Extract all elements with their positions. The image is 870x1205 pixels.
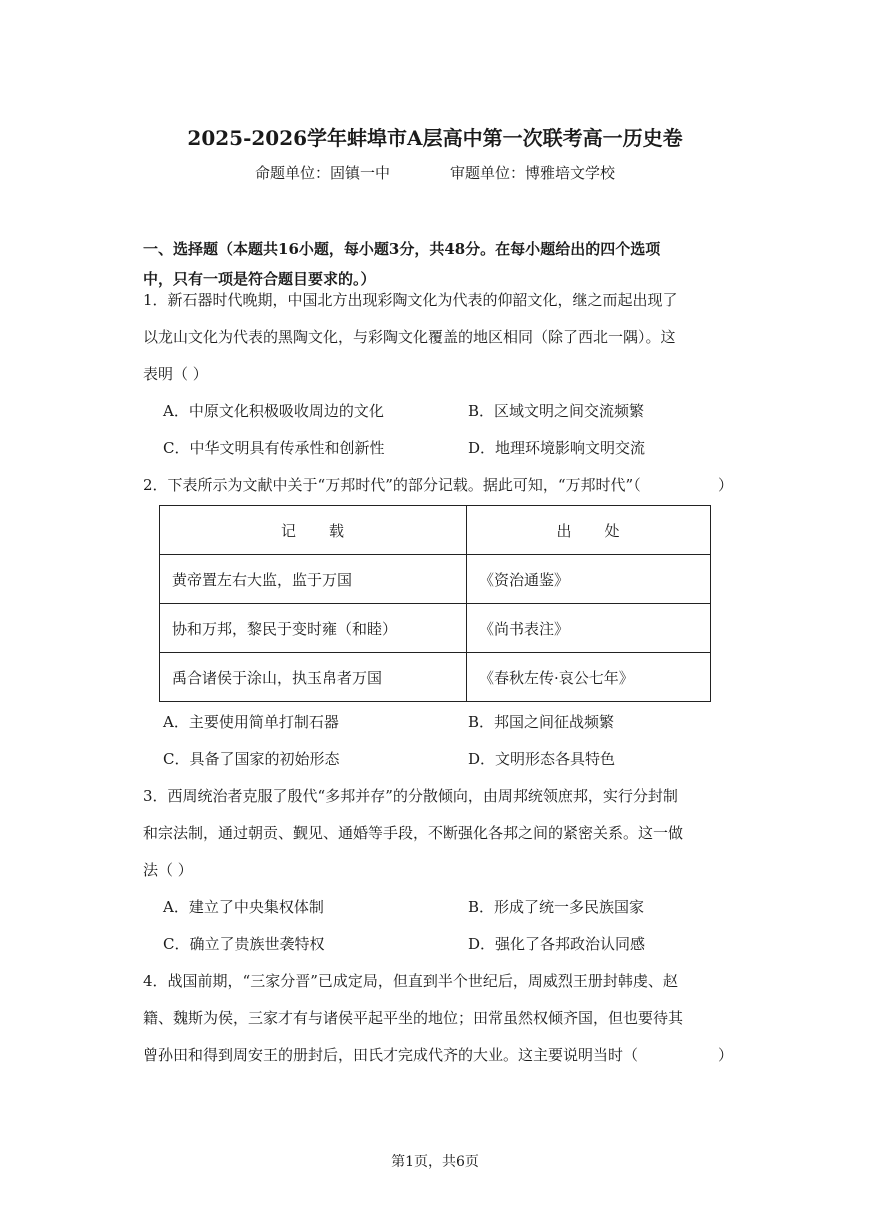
option-b[interactable]: B．邦国之间征战频繁 [468,713,615,731]
question-4-line: 4．战国前期，“三家分晋”已成定局，但直到半个世纪后，周威烈王册封韩虔、赵 [143,972,678,990]
table-row [160,555,711,604]
question-1-line: 表明（ ） [143,365,208,383]
reviewer-unit: 审题单位：博雅培文学校 [450,164,616,182]
question-2-stem [143,467,733,504]
option-c[interactable]: C．中华文明具有传承性和创新性 [163,439,385,457]
question-3-line: 法（ ） [143,861,193,879]
answer-paren-close: ） [717,1046,733,1064]
question-2-options-row [163,704,733,741]
question-1-line: 以龙山文化为代表的黑陶文化，与彩陶文化覆盖的地区相同（除了西北一隅）。这 [143,328,676,346]
question-2-text: 2．下表所示为文献中关于“万邦时代”的部分记载。据此可知，“万邦时代”（ [143,476,641,494]
question-1-options-row [163,393,733,430]
table-cell-record: 黄帝置左右大监，监于万国 [160,555,467,604]
table-cell-source: 《资治通鉴》 [467,555,711,604]
question-4-line [143,1037,733,1074]
question-3-options-row [163,926,733,963]
question-3-line: 和宗法制，通过朝贡、觐见、通婚等手段，不断强化各邦之间的紧密关系。这一做 [143,824,684,842]
table-cell-source: 《尚书表注》 [467,604,711,653]
option-d[interactable]: D．文明形态各具特色 [468,750,616,768]
question-1-line: 1．新石器时代晚期，中国北方出现彩陶文化为代表的仰韶文化，继之而起出现了 [143,291,678,309]
exam-units [0,162,870,184]
table-cell-record: 禹合诸侯于涂山，执玉帛者万国 [160,653,467,702]
exam-title: 2025-2026学年蚌埠市A层高中第一次联考高一历史卷 [187,126,683,150]
table-row [160,604,711,653]
option-c[interactable]: C．确立了贵族世袭特权 [163,935,325,953]
option-d[interactable]: D．地理环境影响文明交流 [468,439,646,457]
option-d[interactable]: D．强化了各邦政治认同感 [468,935,646,953]
question-3-line: 3．西周统治者克服了殷代“多邦并存”的分散倾向，由周邦统领庶邦，实行分封制 [143,787,678,805]
option-a[interactable]: A．中原文化积极吸收周边的文化 [163,402,384,420]
answer-paren-close: ） [717,476,733,494]
proposer-unit: 命题单位：固镇一中 [254,164,390,182]
table-header-row [160,506,711,555]
section-heading-line: 一、选择题（本题共16小题，每小题3分，共48分。在每小题给出的四个选项 [143,240,661,258]
table-header-cell: 记 载 [160,506,467,555]
table-cell-record: 协和万邦，黎民于变时雍（和睦） [160,604,467,653]
section-heading-line: 中，只有一项是符合题目要求的。） [143,270,376,288]
option-c[interactable]: C．具备了国家的初始形态 [163,750,340,768]
table-cell-source: 《春秋左传·哀公七年》 [467,653,711,702]
question-1-options-row [163,430,733,467]
records-table [159,505,711,702]
question-4-line: 籍、魏斯为侯，三家才有与诸侯平起平坐的地位；田常虽然权倾齐国，但也要待其 [143,1009,684,1027]
option-a[interactable]: A．主要使用简单打制石器 [163,713,339,731]
option-a[interactable]: A．建立了中央集权体制 [163,898,324,916]
question-2-options-row [163,741,733,778]
table-row [160,653,711,702]
option-b[interactable]: B．区域文明之间交流频繁 [468,402,645,420]
option-b[interactable]: B．形成了统一多民族国家 [468,898,645,916]
table-header-cell: 出 处 [467,506,711,555]
question-4-text: 曾孙田和得到周安王的册封后，田氏才完成代齐的大业。这主要说明当时（ [143,1046,639,1064]
question-3-options-row [163,889,733,926]
page-number: 第1页，共6页 [391,1154,479,1170]
